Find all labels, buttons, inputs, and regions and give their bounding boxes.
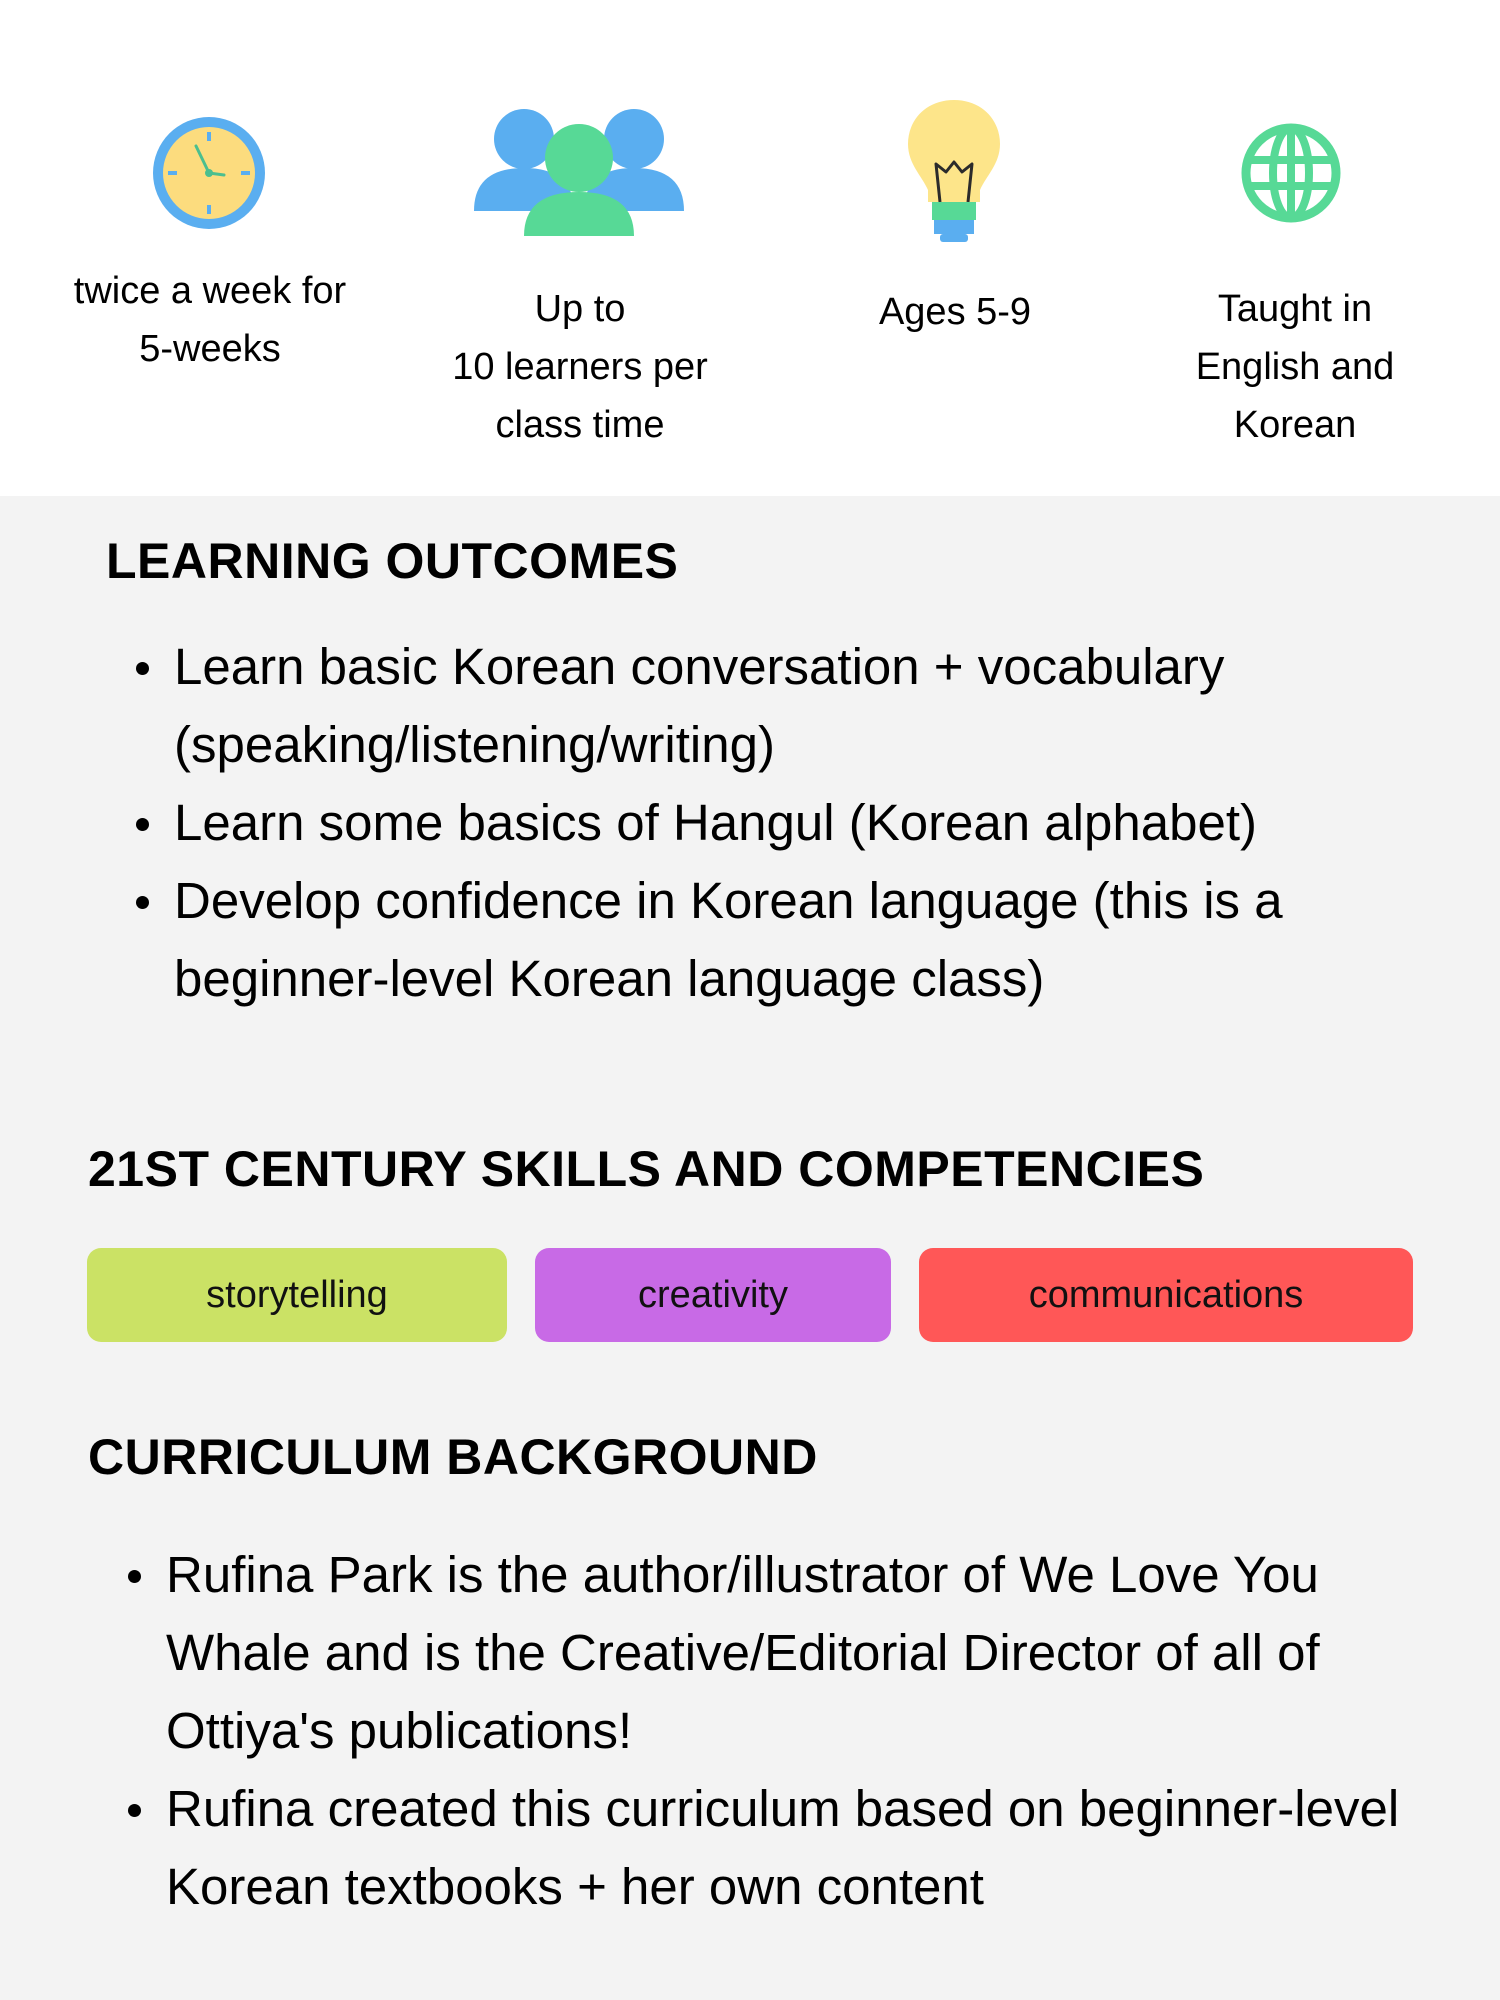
list-item: Develop confidence in Korean language (this is a beginner-level Korean language class)	[126, 862, 1426, 1018]
skill-tag-creativity: creativity	[535, 1248, 891, 1342]
list-item: Learn basic Korean conversation + vocabulary (speaking/listening/writing)	[126, 628, 1426, 784]
skills-title: 21ST CENTURY SKILLS AND COMPETENCIES	[88, 1141, 1205, 1197]
list-item: Rufina created this curriculum based on beginner-level Korean textbooks + her own content	[118, 1770, 1458, 1926]
globe-icon	[1240, 122, 1342, 224]
skill-tag-communications: communications	[919, 1248, 1413, 1342]
feature-schedule: twice a week for 5-weeks	[73, 270, 347, 370]
feature-class-size: Up to 10 learners per class time	[452, 288, 708, 446]
list-item: Learn some basics of Hangul (Korean alphabet)	[126, 784, 1426, 862]
learning-outcomes-title: LEARNING OUTCOMES	[106, 533, 679, 589]
list-item: Rufina Park is the author/illustrator of We Love You Whale and is the Creative/Editorial Director of all of Ottiya's publications!	[118, 1536, 1458, 1770]
lightbulb-icon	[906, 98, 1002, 246]
people-icon	[474, 106, 684, 236]
feature-ages: Ages 5-9	[878, 291, 1032, 333]
skill-tag-storytelling: storytelling	[87, 1248, 507, 1342]
curriculum-background-title: CURRICULUM BACKGROUND	[88, 1429, 818, 1485]
feature-language: Taught in English and Korean	[1195, 288, 1395, 446]
clock-icon	[148, 112, 270, 234]
learning-outcomes-list	[126, 628, 1426, 1018]
curriculum-background-list	[118, 1536, 1458, 1926]
